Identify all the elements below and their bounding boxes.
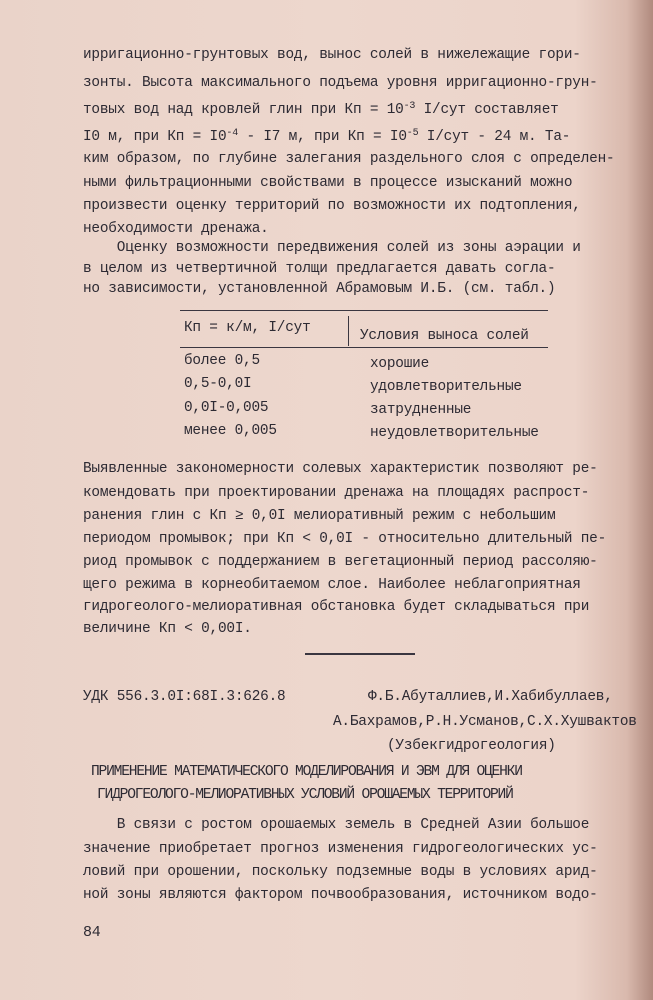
- text-line: величине Кп < 0,00I.: [83, 621, 252, 637]
- text-fragment: 10: [386, 102, 404, 118]
- udk-code: УДК 556.3.0I:68I.3:626.8: [83, 689, 286, 705]
- text-line: риод промывок с поддержанием в вегетационный период рассоляю-: [83, 554, 598, 570]
- text-line: Выявленные закономерности солевых характеристик позволяют ре-: [83, 461, 598, 477]
- text-line-with-exponent: [83, 103, 559, 117]
- authors: А.Бахрамов,Р.Н.Усманов,С.Х.Хушвактов: [333, 714, 637, 730]
- exponent: -5: [406, 128, 419, 139]
- table-cell-condition: неудовлетворительные: [370, 425, 539, 441]
- text-fragment: I0: [389, 129, 407, 145]
- text-line: в целом из четвертичной толщи предлагается давать согла-: [83, 261, 556, 277]
- table-cell-condition: хорошие: [370, 356, 430, 372]
- table-cell-kp: менее 0,005: [184, 423, 277, 439]
- text-line: щего режима в корнеобитаемом слое. Наиболее неблагоприятная: [83, 577, 581, 593]
- text-line: товых вод над кровлей глин при Кп =: [83, 102, 387, 118]
- text-line: произвести оценку территорий по возможности их подтопления,: [83, 198, 581, 214]
- text-fragment: I/сут составляет: [415, 102, 559, 118]
- text-line: ными фильтрационными свойствами в процессе изысканий можно: [83, 175, 573, 191]
- affiliation: (Узбекгидрогеология): [387, 738, 556, 754]
- text-fragment: I0: [209, 129, 227, 145]
- table-cell-condition: затрудненные: [370, 402, 472, 418]
- text-fragment: I/сут - 24 м. Та-: [418, 129, 571, 145]
- table-cell-kp: 0,5-0,0I: [184, 376, 252, 392]
- text-line: необходимости дренажа.: [83, 221, 269, 237]
- text-line-with-exponent: [83, 130, 570, 144]
- table-header-rule: [180, 347, 548, 348]
- text-line: ной зоны являются фактором почвообразования, источником водо-: [83, 887, 598, 903]
- text-line: ловий при орошении, поскольку подземные воды в условиях арид-: [83, 864, 598, 880]
- text-line: ранения глин с Кп ≥ 0,0I мелиоративный режим с небольшим: [83, 508, 556, 524]
- authors: Ф.Б.Абуталлиев,И.Хабибуллаев,: [368, 689, 613, 705]
- text-line: значение приобретает прогноз изменения гидрогеологических ус-: [83, 841, 598, 857]
- text-fragment: I0 м, при Кп =: [83, 129, 210, 145]
- table-header-kp: Кп = к/м, I/сут: [184, 320, 311, 336]
- text-line: ким образом, по глубине залегания раздельного слоя с определен-: [83, 151, 615, 167]
- table-cell-condition: удовлетворительные: [370, 379, 522, 395]
- table-cell-kp: 0,0I-0,005: [184, 400, 269, 416]
- text-line: но зависимости, установленной Абрамовым И.Б. (см. табл.): [83, 281, 556, 297]
- text-line: ирригационно-грунтовых вод, вынос солей в нижележащие гори-: [83, 47, 581, 63]
- article-title: ПРИМЕНЕНИЕ МАТЕМАТИЧЕСКОГО МОДЕЛИРОВАНИЯ И ЭВМ ДЛЯ ОЦЕНКИ: [91, 764, 522, 780]
- exponent: -3: [403, 101, 416, 112]
- text-line: зонты. Высота максимального подъема уровня ирригационно-грун-: [83, 75, 598, 91]
- exponent: -4: [226, 128, 239, 139]
- text-line: периодом промывок; при Кп < 0,0I - относительно длительный пе-: [83, 531, 607, 547]
- table-top-rule: [180, 310, 548, 311]
- section-separator: [305, 653, 415, 655]
- article-title: ГИДРОГЕОЛОГО-МЕЛИОРАТИВНЫХ УСЛОВИЙ ОРОШАЕМЫХ ТЕРРИТОРИЙ: [97, 787, 513, 803]
- table-header-conditions: Условия выноса солей: [360, 328, 529, 344]
- table-column-divider: [348, 316, 349, 346]
- text-fragment: - I7 м, при Кп =: [238, 129, 390, 145]
- table-cell-kp: более 0,5: [184, 353, 260, 369]
- text-line: В связи с ростом орошаемых земель в Средней Азии большое: [83, 817, 590, 833]
- text-line: гидрогеолого-мелиоративная обстановка будет складываться при: [83, 599, 590, 615]
- text-line: комендовать при проектировании дренажа на площадях распрост-: [83, 485, 590, 501]
- page-number: 84: [83, 924, 101, 941]
- text-line: Оценку возможности передвижения солей из зоны аэрации и: [83, 240, 581, 256]
